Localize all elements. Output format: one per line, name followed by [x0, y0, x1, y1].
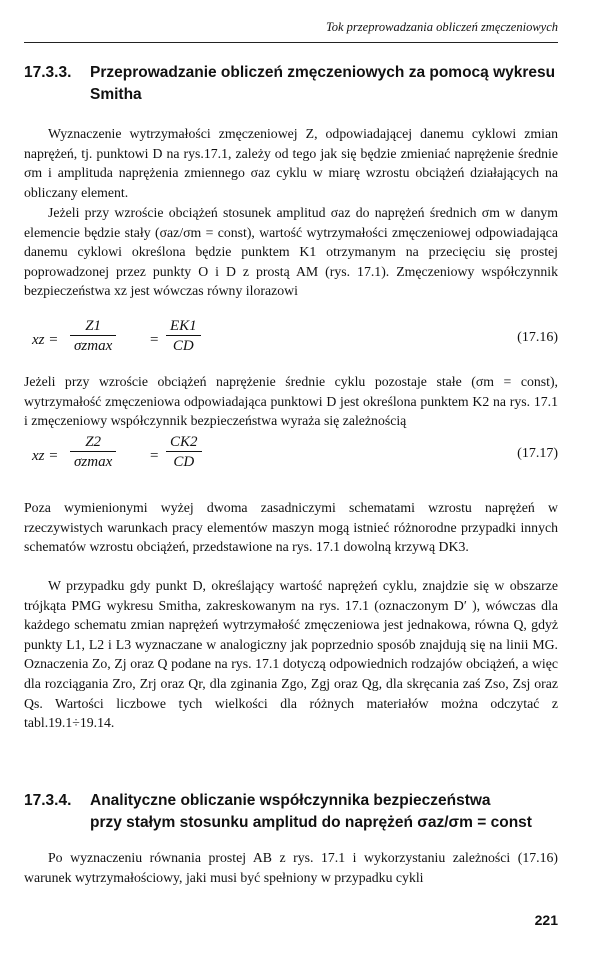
equation-number: (17.16): [517, 330, 558, 345]
paragraph-5: W przypadku gdy punkt D, określający wartość naprężeń cyklu, znajdzie się w obszarze trójkąta PMG wykresu Smitha, zakreskowanym na rys. 17.1 (oznaczonym D′ ), wówczas dla każdego schematu zmian naprężeń wytrzymałość zmęczeniowa jest jednakowa, równa Q, gdyż punkty L1, L2 i L3 wyznaczane w analogiczny jak poprzednio sposób znajdują się na linii MG. Oznaczenia Zo, Zj oraz Q podane na rys. 17.1 dotyczą odpowiednich rodzajów obciążeń, a więc dla rozciągania Zro, Zrj oraz Qr, dla zginania Zgo, Zgj oraz Qg, dla skręcania zaś Zso, Zsj oraz Qs. Wartości liczbowe tych wielkości dla różnych materiałów można odczytać z tabl.19.1÷19.14.: [24, 578, 558, 731]
fraction-denominator: σzmax: [74, 454, 113, 470]
section-title-line2: Smitha: [90, 86, 142, 103]
fraction-numerator: EK1: [166, 318, 201, 336]
fraction-ck2: [166, 434, 202, 471]
fraction-denominator: CD: [172, 338, 194, 354]
fraction-numerator: Z2: [70, 434, 116, 452]
section-title-line1: Analityczne obliczanie współczynnika bezpieczeństwa: [90, 792, 491, 809]
fraction-numerator: CK2: [166, 434, 202, 452]
formula-17-17: [24, 434, 558, 486]
fraction-ek1: [166, 318, 201, 355]
page-number: 221: [534, 912, 558, 928]
paragraph-3: Jeżeli przy wzroście obciążeń naprężenie średnie cyklu pozostaje stałe (σm = const), wytrzymałość zmęczeniowa odpowiadająca punktowi D jest określona punktem K2 na rys. 17.1 i zmęczeniowy współczynnik bezpieczeństwa wyraża się zależnością: [24, 374, 558, 429]
section-number: 17.3.4.: [24, 792, 72, 809]
paragraph-1: Wyznaczenie wytrzymałości zmęczeniowej Z, odpowiadającej danemu cyklowi zmian naprężeń, tj. punktowi D na rys.17.1, zależy od tego jak się będzie zmieniać naprężenie średnie σm i amplituda naprężenia zmiennego σaz cyklu w miarę wzrostu obciążeń działających na obliczany element.: [24, 126, 558, 200]
equation-number: (17.17): [517, 446, 558, 461]
fraction-numerator: Z1: [70, 318, 116, 336]
fraction-z2: [70, 434, 116, 471]
formula-lhs: xz =: [32, 332, 59, 348]
running-header: Tok przeprowadzania obliczeń zmęczeniowych: [325, 20, 558, 34]
section-title-line2: przy stałym stosunku amplitud do naprężeń σaz/σm = const: [90, 814, 532, 831]
equals-sign: =: [150, 332, 159, 348]
equals-sign: =: [150, 448, 159, 464]
paragraph-6: Po wyznaczeniu równania prostej AB z rys. 17.1 i wykorzystaniu zależności (17.16) warunek wytrzymałościowy, jaki musi być spełniony w przypadku cykli: [24, 850, 558, 885]
fraction-denominator: CD: [173, 454, 195, 470]
section-number: 17.3.3.: [24, 64, 72, 81]
section-title-line1: Przeprowadzanie obliczeń zmęczeniowych za pomocą wykresu: [90, 64, 556, 81]
formula-17-16: [24, 318, 558, 370]
paragraph-4: Poza wymienionymi wyżej dwoma zasadniczymi schematami wzrostu naprężeń w rzeczywistych warunkach pracy elementów maszyn mogą istnieć różnorodne przypadki innych schematów wzrostu obciążeń, przedstawione na rys. 17.1 dowolną krzywą DK3.: [24, 500, 558, 555]
fraction-z1: [70, 318, 116, 355]
header-rule: [24, 42, 558, 43]
fraction-denominator: σzmax: [74, 338, 113, 354]
formula-lhs: xz =: [32, 448, 59, 464]
section-heading-17-3-3: [24, 62, 558, 106]
paragraph-2: Jeżeli przy wzroście obciążeń stosunek amplitud σaz do naprężeń średnich σm w danym elemencie będzie stały (σaz/σm = const), wartość wytrzymałości zmęczeniowej odpowiadająca danemu cyklowi określona będzie punktem K1 otrzymanym na przecięciu się prostej poprowadzonej przez punkty O i D z prostą AM (rys. 17.1). Zmęczeniowy współczynnik bezpieczeństwa xz jest wówczas równy ilorazowi: [24, 205, 558, 299]
section-heading-17-3-4: [24, 790, 558, 834]
